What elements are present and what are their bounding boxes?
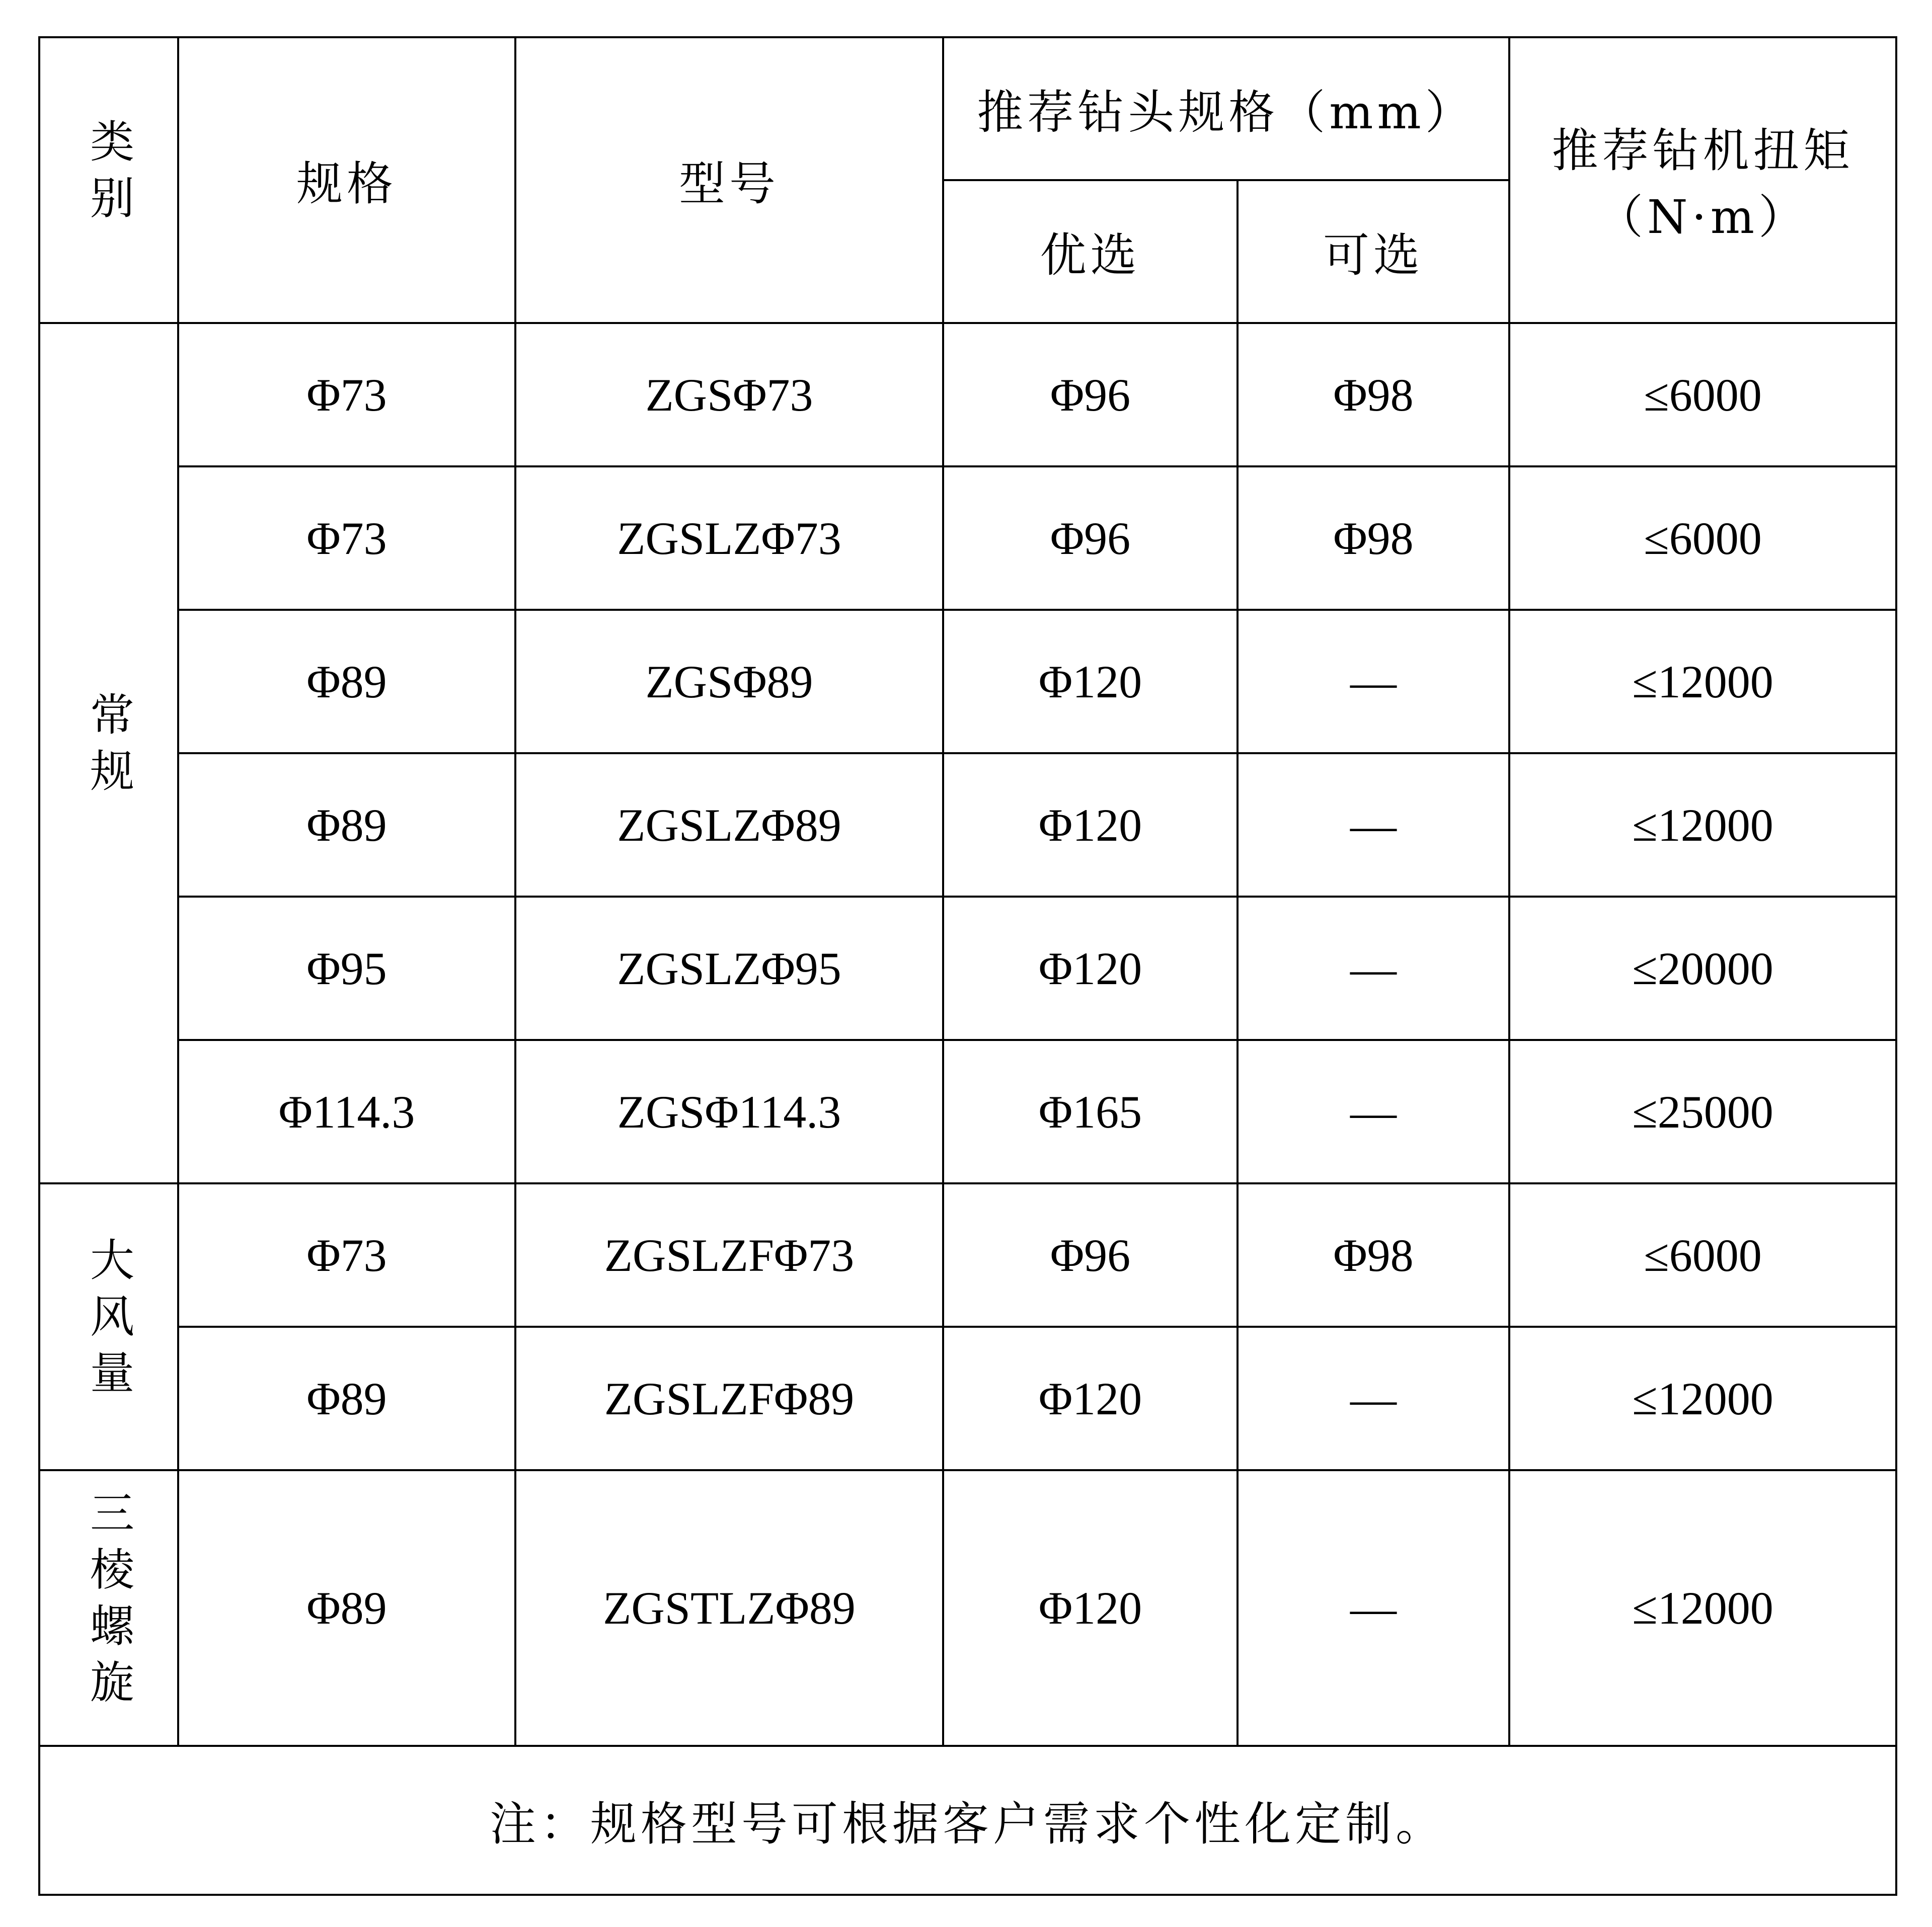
model-cell: ZGSLZFΦ89 [515,1327,943,1470]
preferred-cell: Φ120 [943,1327,1238,1470]
optional-cell: Φ98 [1238,323,1509,466]
note-row [39,1746,1896,1895]
spec-cell: Φ89 [178,610,515,753]
spec-cell: Φ73 [178,323,515,466]
spec-cell: Φ95 [178,897,515,1040]
spec-table [38,36,1897,1896]
model-cell: ZGSΦ114.3 [515,1040,943,1183]
category-cell: 三棱螺旋 [39,1470,178,1746]
torque-cell: ≤6000 [1509,466,1896,610]
category-cell: 常规 [39,323,178,1183]
note-text: 注：规格型号可根据客户需求个性化定制。 [39,1746,1896,1895]
torque-cell: ≤12000 [1509,1470,1896,1746]
table-row [39,897,1896,1040]
model-cell: ZGSLZΦ95 [515,897,943,1040]
optional-cell: — [1238,1327,1509,1470]
spec-cell: Φ89 [178,1327,515,1470]
model-cell: ZGSΦ73 [515,323,943,466]
preferred-cell: Φ165 [943,1040,1238,1183]
optional-cell: Φ98 [1238,466,1509,610]
spec-cell: Φ73 [178,466,515,610]
preferred-cell: Φ96 [943,323,1238,466]
header-preferred: 优选 [943,180,1238,323]
optional-cell: — [1238,1040,1509,1183]
preferred-cell: Φ96 [943,466,1238,610]
table-row [39,1183,1896,1327]
preferred-cell: Φ120 [943,610,1238,753]
preferred-cell: Φ120 [943,1470,1238,1746]
header-model: 型号 [515,37,943,323]
model-cell: ZGSΦ89 [515,610,943,753]
table-row [39,753,1896,897]
optional-cell: — [1238,897,1509,1040]
header-optional: 可选 [1238,180,1509,323]
model-cell: ZGSTLZΦ89 [515,1470,943,1746]
preferred-cell: Φ120 [943,753,1238,897]
torque-cell: ≤6000 [1509,1183,1896,1327]
torque-cell: ≤12000 [1509,610,1896,753]
table-row [39,1327,1896,1470]
spec-cell: Φ114.3 [178,1040,515,1183]
model-cell: ZGSLZΦ89 [515,753,943,897]
header-spec: 规格 [178,37,515,323]
table-row [39,323,1896,466]
spec-cell: Φ89 [178,753,515,897]
optional-cell: Φ98 [1238,1183,1509,1327]
category-cell: 大风量 [39,1183,178,1470]
optional-cell: — [1238,1470,1509,1746]
table-row [39,610,1896,753]
torque-cell: ≤25000 [1509,1040,1896,1183]
table-row [39,466,1896,610]
torque-cell: ≤20000 [1509,897,1896,1040]
torque-cell: ≤6000 [1509,323,1896,466]
model-cell: ZGSLZFΦ73 [515,1183,943,1327]
spec-cell: Φ73 [178,1183,515,1327]
header-row [39,37,1896,180]
spec-cell: Φ89 [178,1470,515,1746]
preferred-cell: Φ120 [943,897,1238,1040]
optional-cell: — [1238,610,1509,753]
header-torque: 推荐钻机扭矩 （N·m） [1509,37,1896,323]
torque-cell: ≤12000 [1509,753,1896,897]
header-drill-bit: 推荐钻头规格（mm） [943,37,1509,180]
table-row [39,1470,1896,1746]
model-cell: ZGSLZΦ73 [515,466,943,610]
preferred-cell: Φ96 [943,1183,1238,1327]
optional-cell: — [1238,753,1509,897]
table-row [39,1040,1896,1183]
torque-cell: ≤12000 [1509,1327,1896,1470]
header-category: 类别 [39,37,178,323]
